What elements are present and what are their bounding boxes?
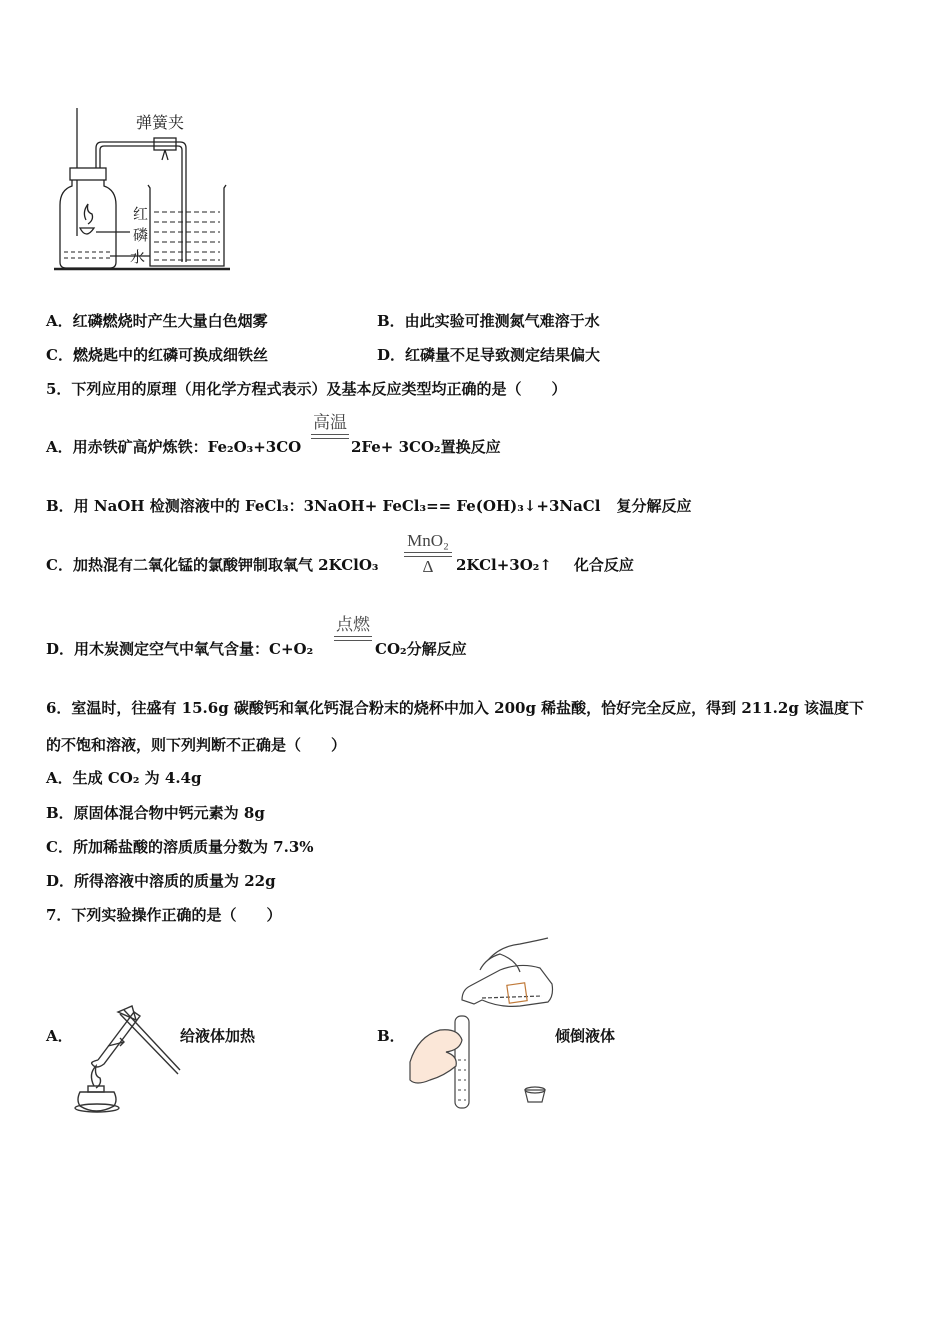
q5-a-prefix: A．用赤铁矿高炉炼铁：: [46, 438, 208, 456]
q7-b-letter: B．: [377, 1027, 405, 1045]
q5-b-type: 复分解反应: [616, 497, 692, 515]
phosphorus-label-1: 红: [133, 205, 149, 223]
q4-option-a: A．红磷燃烧时产生大量白色烟雾: [46, 312, 268, 330]
q5-option-d: D．用木炭测定空气中氧气含量：C+O₂: [46, 640, 314, 658]
phosphorus-label-2: 磷: [133, 226, 149, 244]
q5-b-equation: 3NaOH+ FeCl₃== Fe(OH)₃↓+3NaCl: [303, 497, 601, 515]
q5-b-prefix: B．用 NaOH 检测溶液中的 FeCl₃：: [46, 497, 304, 515]
q5-c-type: 化合反应: [573, 556, 634, 574]
q6-stem-line2: 的不饱和溶液，则下列判断不正确是（ ）: [46, 736, 347, 754]
q6-option-b: B．原固体混合物中钙元素为 8g: [46, 804, 265, 822]
q5-a-products: 2Fe+ 3CO₂: [351, 438, 441, 456]
q5-d-products: CO₂: [375, 640, 407, 658]
q5-c-condition-top: MnO₂: [407, 531, 449, 550]
water-label: 水: [130, 248, 146, 266]
q5-option-c: C．加热混有二氧化锰的氯酸钾制取氧气 2KClO₃: [46, 556, 379, 574]
q7-a-caption: 给液体加热: [180, 1027, 256, 1045]
q5-d-type: 分解反应: [406, 640, 467, 658]
q5-a-condition-text: 高温: [313, 413, 347, 432]
q7-a-letter: A．: [46, 1027, 73, 1045]
q4-option-d: D．红磷量不足导致测定结果偏大: [377, 346, 601, 364]
q5-a-left: Fe₂O₃+3CO: [207, 438, 302, 456]
q7-stem: 7．下列实验操作正确的是（ ）: [46, 906, 282, 924]
q4-option-b: B．由此实验可推测氮气难溶于水: [377, 312, 600, 330]
q4-option-c: C．燃烧匙中的红磷可换成细铁丝: [46, 346, 268, 364]
q7-b-caption: 倾倒液体: [555, 1027, 616, 1045]
q6-option-d: D．所得溶液中溶质的质量为 22g: [46, 872, 276, 890]
clamp-label: 弹簧夹: [136, 113, 185, 132]
q5-a-type: 置换反应: [440, 438, 501, 456]
q5-c-condition-bottom: Δ: [422, 557, 434, 576]
q6-stem-line1: 6．室温时，往盛有 15.6g 碳酸钙和氧化钙混合粉末的烧杯中加入 200g 稀盐酸，恰好完全反应，得到 211.2g 该温度下: [46, 699, 865, 717]
q5-c-products: 2KCl+3O₂↑: [456, 556, 552, 574]
q6-option-c: C．所加稀盐酸的溶质质量分数为 7.3%: [46, 838, 314, 856]
q5-stem: 5．下列应用的原理（用化学方程式表示）及基本反应类型均正确的是（ ）: [46, 380, 567, 398]
q6-option-a: A．生成 CO₂ 为 4.4g: [46, 769, 202, 787]
q5-d-condition-text: 点燃: [336, 615, 370, 634]
